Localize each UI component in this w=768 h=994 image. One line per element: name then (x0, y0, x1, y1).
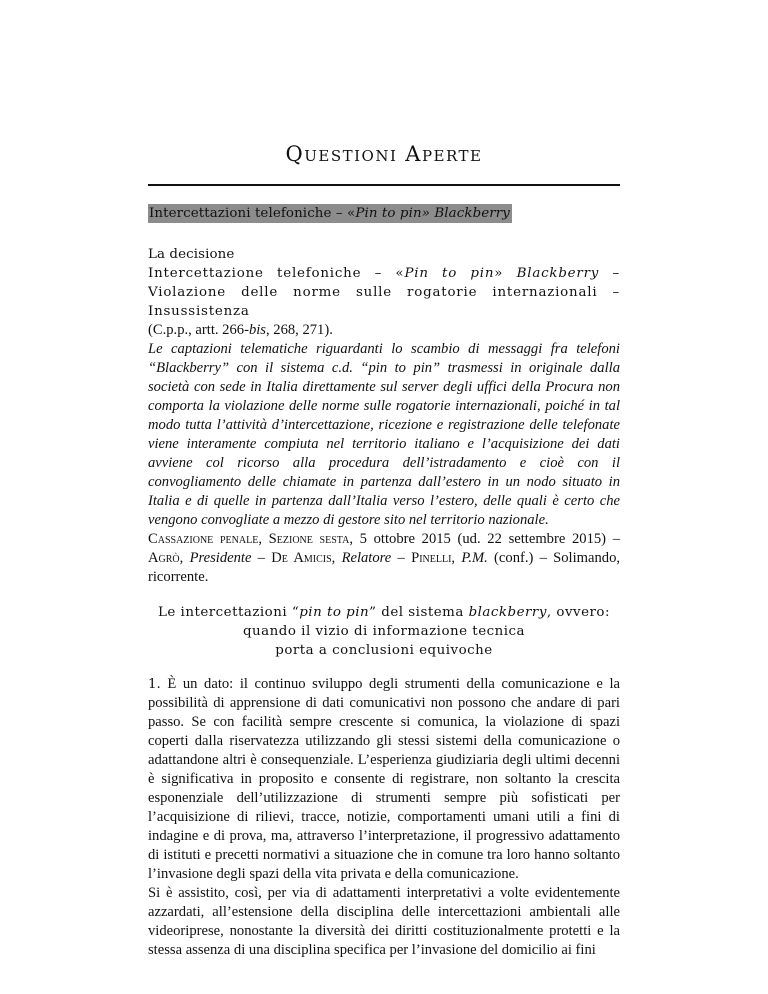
articles-suffix: , 268, 271). (265, 322, 333, 338)
comment-title-line1-italic: pin to pin (299, 605, 370, 620)
articles-reference (148, 321, 620, 340)
topic-tag (148, 204, 512, 223)
paragraph-2: Si è assistito, così, per via di adattamenti interpretativi a volte evidentemente azzardati, all’estensione della disciplina delle intercettazioni ambientali alle videoriprese, nonostante la diversità dei diritti costituzionalmente protetti e la stessa assenza di una disciplina specifica per l’invasione del domicilio ai fini (148, 885, 620, 958)
comment-title-line1 (148, 603, 620, 622)
rapporteur-name: De Amicis (271, 550, 332, 566)
comment-title-line1-italic2: blackberry (468, 605, 547, 620)
court-date: , 5 ottobre 2015 (ud. 22 settembre 2015) – (349, 531, 621, 547)
comment-title-line1-c: , ovvero: (546, 605, 611, 620)
paragraph-1-text: È un dato: il continuo sviluppo degli strumenti della comunicazione e la possibilità di apprensione di dati comunicativi non possono che andare di pari passo. Se con facilità sempre crescente si comunica, la violazione di spazi coperti dalla riservatezza utilizzando gli stessi sistemi della comunicazione o adattandone altri è consequenziale. L’esperienza giudiziaria degli ultimi decenni è significativa in proposito e consente di registrare, non soltanto la crescita esponenziale dell’utilizzazione di strumenti sempre più sofisticati per l’acquisizione di rilievi, tracce, notizie, comportamenti umani utili a fini di indagine e di prova, ma, attraverso l’interpretazione, il progressivo adattamento di istituti e precetti normativi a situazione che in comune tra loro hanno soltanto l’invasione degli spazi della vita privata e della comunicazione. (148, 676, 620, 882)
comment-title-line2: quando il vizio di informazione tecnica (242, 624, 526, 639)
court-name: Cassazione penale (148, 531, 259, 547)
comment-title-line1-b: ” del sistema (369, 605, 469, 620)
section-title (0, 142, 768, 166)
section-title-initial-2: A (405, 142, 422, 166)
rapporteur-role: Relatore (341, 550, 392, 566)
comment-title-line3: porta a conclusioni equivoche (275, 643, 493, 658)
section-title-initial-1: Q (285, 142, 305, 166)
decision-heading-italic2: Blackberry (516, 266, 600, 281)
massima-text: Le captazioni telematiche riguardanti lo scambio di messaggi fra telefoni “Blackberry” con il sistema c.d. “pin to pin” trasmessi in originale dalla società con sede in Italia direttamente sul server degli uffici della Procura non comporta la violazione delle norme sulle rogatorie internazionali, poiché in tal modo tutta l’attività d’intercettazione, ricezione e registrazione delle telefonate viene interamente compiuta nel territorio italiano e l’acquisizione dei dati avviene col ricorso alla procedura dell’istradamento e cioè con il convogliamento delle chiamate in partenza dall’estero in un nodo situato in Italia e di quelle in partenza dall’Italia verso l’estero, delle quali è certo che vengono convogliate a mezzo di gestore sito nel territorio nazionale. (148, 341, 620, 528)
articles-prefix: (C.p.p., artt. 266- (148, 322, 249, 338)
topic-tag-text: Intercettazioni telefoniche – « (149, 206, 356, 221)
decision-heading-part2: » (494, 266, 517, 281)
articles-bis: bis (248, 322, 266, 338)
decision-heading-part3: – Violazione delle norme sulle rogatorie internazionali – Insussistenza (148, 266, 620, 319)
paragraph-1 (148, 675, 620, 884)
title-divider (148, 184, 620, 186)
pm-name: Pinelli (411, 550, 452, 566)
topic-tag-end: » Blackberry (421, 206, 510, 221)
comment-title (148, 603, 620, 660)
topic-tag-italic: Pin to pin (355, 206, 422, 221)
decision-heading-part1: Intercettazione telefoniche – « (148, 266, 405, 281)
section-title-word-1: UESTIONI (304, 147, 398, 165)
court-reference: Cassazione penale, Sezione sesta, 5 ottobre 2015 (ud. 22 settembre 2015) – Agrò, Presidente – De Amicis, Relatore – Pinelli, P.M. (conf.) – Solimando, ricorrente. (148, 531, 621, 585)
section-title-word-2: PERTE (421, 147, 483, 165)
article-content (148, 204, 620, 960)
decision-heading-italic: Pin to pin (404, 266, 495, 281)
paragraph-number: 1. (148, 677, 161, 692)
decision-label: La decisione (148, 247, 235, 262)
court-section: Sezione sesta (268, 531, 350, 547)
president-role: Presidente (189, 550, 252, 566)
comment-body (148, 675, 620, 960)
court-tail: (conf.) – Solimando, ricorrente. (148, 550, 621, 585)
decision-heading (148, 264, 620, 321)
president-name: Agrò (148, 550, 180, 566)
comment-title-line1-a: Le intercettazioni “ (157, 605, 300, 620)
pm-role: P.M. (461, 550, 488, 566)
